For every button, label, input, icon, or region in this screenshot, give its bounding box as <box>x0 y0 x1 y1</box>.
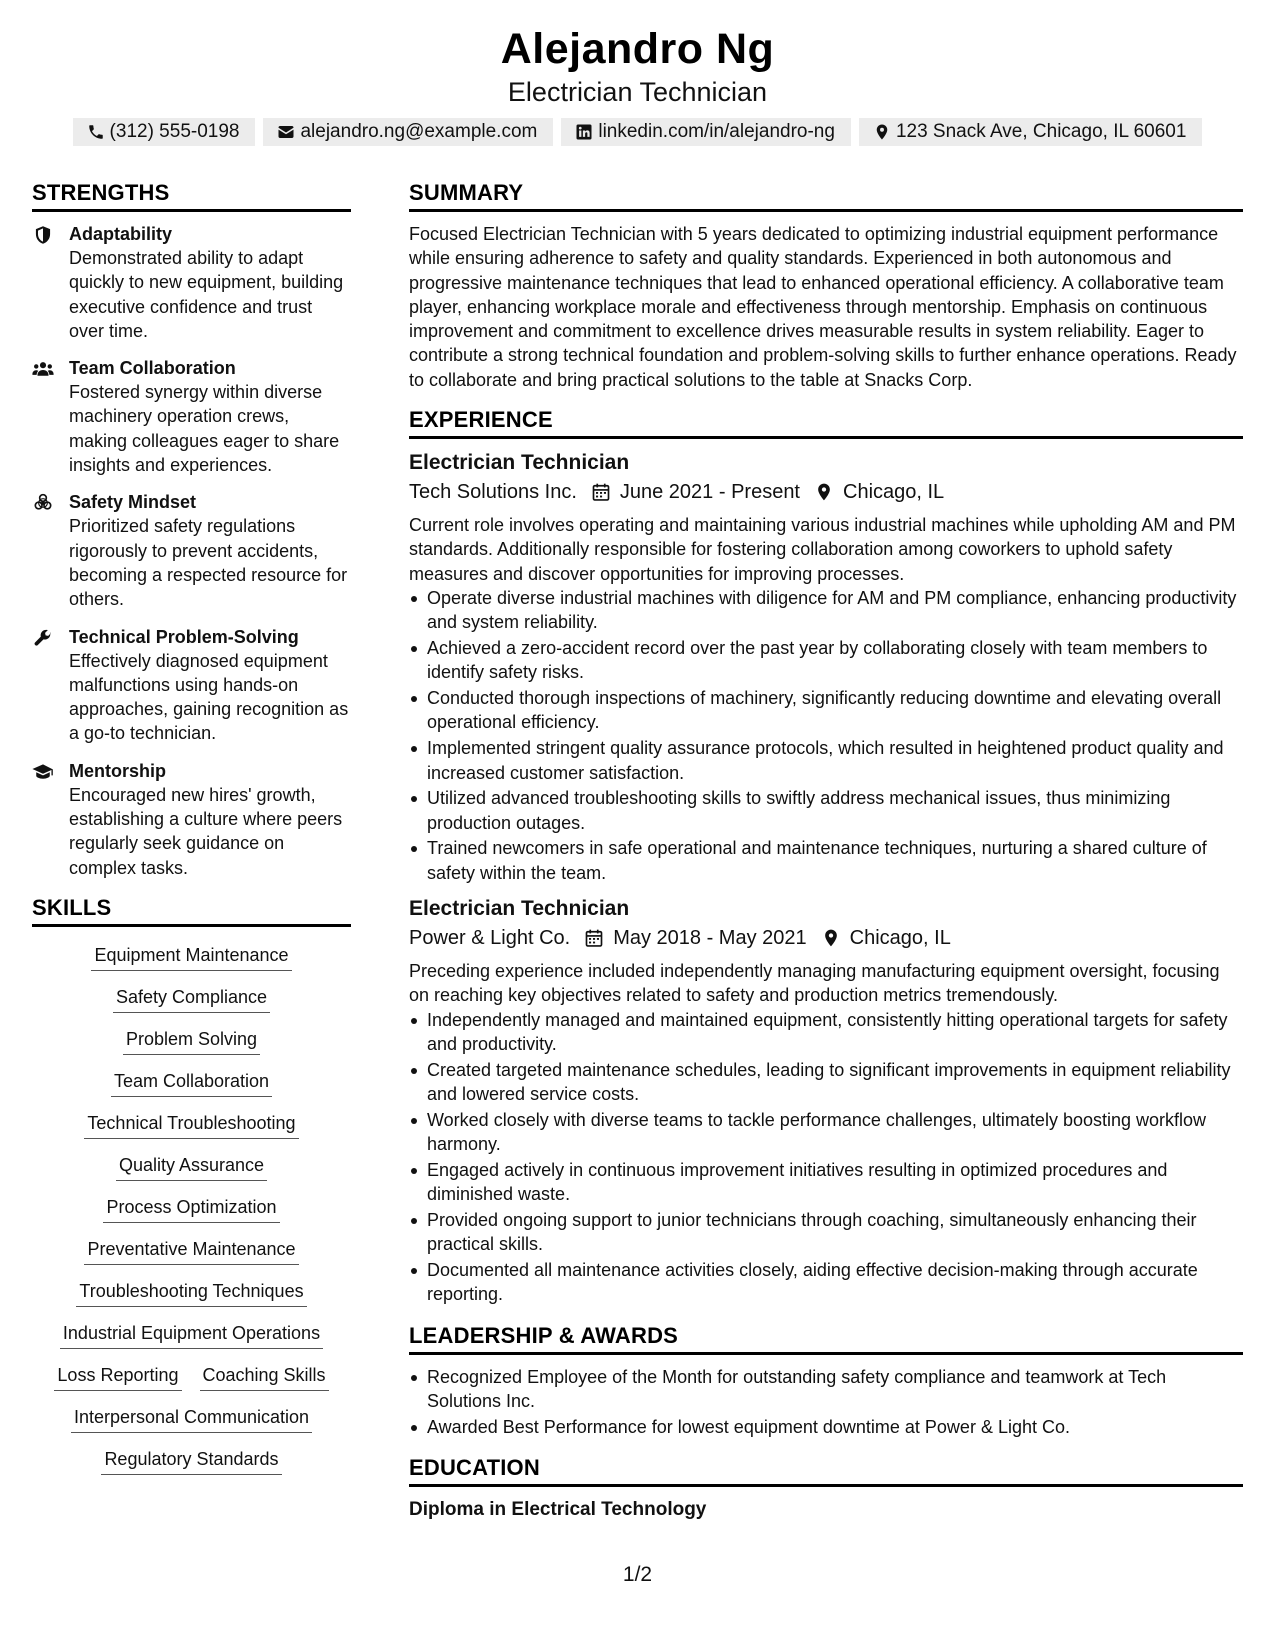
page-indicator: 1/2 <box>622 1563 653 1586</box>
phone-icon <box>87 123 105 141</box>
strength-description: Prioritized safety regulations rigorously to prevent accidents, becoming a respected resource for others. <box>69 516 348 610</box>
job-company: Power & Light Co. <box>409 927 571 950</box>
shield-icon <box>32 222 69 343</box>
job-location: Chicago, IL <box>849 927 951 950</box>
awards-list <box>409 1365 1243 1439</box>
contact-bar <box>0 118 1275 146</box>
skill-tag: Interpersonal Communication <box>71 1405 312 1433</box>
strength-title: Safety Mindset <box>69 492 197 513</box>
skill-tag: Quality Assurance <box>116 1153 267 1181</box>
job-bullets <box>409 1008 1243 1307</box>
strength-item <box>32 759 351 880</box>
map-pin-icon <box>807 928 850 948</box>
list-item: Trained newcomers in safe operational and maintenance techniques, nurturing a shared culture of safety within the team. <box>409 836 1243 885</box>
wrench-icon <box>32 625 69 746</box>
job-meta <box>409 477 1243 507</box>
graduation-cap-icon <box>32 759 69 880</box>
job-entry <box>409 895 1243 1307</box>
candidate-title: Electrician Technician <box>507 77 768 107</box>
skill-tag: Troubleshooting Techniques <box>76 1279 306 1307</box>
strength-title: Team Collaboration <box>69 358 236 379</box>
skill-tag: Coaching Skills <box>200 1363 329 1391</box>
job-location: Chicago, IL <box>843 481 945 504</box>
right-column <box>409 178 1243 1523</box>
email-text: alejandro.ng@example.com <box>300 121 538 142</box>
calendar-icon <box>577 482 620 502</box>
contact-linkedin[interactable] <box>561 118 851 146</box>
list-item: Awarded Best Performance for lowest equipment downtime at Power & Light Co. <box>409 1415 1243 1439</box>
list-item: Created targeted maintenance schedules, leading to significant improvements in equipment reliability and lowered service costs. <box>409 1058 1243 1107</box>
contact-phone[interactable] <box>73 118 256 146</box>
users-icon <box>32 356 69 477</box>
skill-tag: Regulatory Standards <box>101 1447 281 1475</box>
biohazard-icon <box>32 490 69 611</box>
list-item: Documented all maintenance activities closely, aiding effective decision-making through accurate reporting. <box>409 1258 1243 1307</box>
experience-heading: EXPERIENCE <box>409 405 1243 439</box>
summary-text: Focused Electrician Technician with 5 years dedicated to optimizing industrial equipment performance while ensuring adherence to safety and quality standards. Experienced in both autonomous and progressive maintenance techniques that lead to enhanced operational efficiency. A collaborative team player, enhancing workplace morale and effectiveness through mentorship. Emphasis on continuous improvement and commitment to excellence drives measurable results in system reliability. Eager to contribute a strong technical foundation and problem-solving skills to further enhance operations. Ready to collaborate and bring practical solutions to the table at Snacks Corp. <box>409 224 1237 390</box>
skill-tag: Loss Reporting <box>54 1363 181 1391</box>
job-company: Tech Solutions Inc. <box>409 481 577 504</box>
strength-description: Effectively diagnosed equipment malfunctions using hands-on approaches, gaining recognition as a go-to technician. <box>69 650 349 744</box>
job-meta <box>409 923 1243 953</box>
linkedin-icon <box>575 123 593 141</box>
list-item: Utilized advanced troubleshooting skills to swiftly address mechanical issues, thus minimizing production outages. <box>409 786 1243 835</box>
linkedin-text: linkedin.com/in/alejandro-ng <box>598 121 835 142</box>
candidate-name: Alejandro Ng <box>500 25 775 73</box>
list-item: Conducted thorough inspections of machinery, significantly reducing downtime and elevating overall operational efficiency. <box>409 686 1243 735</box>
envelope-icon <box>277 123 295 141</box>
job-dates: May 2018 - May 2021 <box>613 927 807 950</box>
summary-heading: SUMMARY <box>409 178 1243 212</box>
map-pin-icon <box>873 123 891 141</box>
list-item: Achieved a zero-accident record over the past year by collaborating closely with team members to identify safety risks. <box>409 636 1243 685</box>
job-dates: June 2021 - Present <box>619 481 800 504</box>
skill-tag: Industrial Equipment Operations <box>60 1321 323 1349</box>
job-entry <box>409 449 1243 885</box>
calendar-icon <box>570 928 613 948</box>
strength-item <box>32 625 351 746</box>
skills-list <box>32 939 351 1489</box>
strength-description: Fostered synergy within diverse machinery operation crews, making colleagues eager to share insights and experiences. <box>69 382 340 476</box>
job-title: Electrician Technician <box>409 897 630 921</box>
strength-title: Mentorship <box>69 760 166 781</box>
list-item: Provided ongoing support to junior technicians through coaching, simultaneously enhancing their practical skills. <box>409 1208 1243 1257</box>
address-text: 123 Snack Ave, Chicago, IL 60601 <box>895 121 1187 142</box>
skill-tag: Process Optimization <box>103 1195 279 1223</box>
education-degree: Diploma in Electrical Technology <box>409 1499 707 1521</box>
list-item: Recognized Employee of the Month for outstanding safety compliance and teamwork at Tech Solutions Inc. <box>409 1365 1243 1414</box>
contact-address[interactable] <box>859 118 1203 146</box>
strength-item <box>32 490 351 611</box>
strength-title: Technical Problem-Solving <box>69 626 299 647</box>
job-description: Preceding experience included independently managing manufacturing equipment oversight, focusing on reaching key objectives related to safety and production metrics tremendously. <box>409 961 1220 1006</box>
skill-tag: Problem Solving <box>123 1027 260 1055</box>
left-column <box>32 178 351 1489</box>
list-item: Engaged actively in continuous improvement initiatives resulting in optimized procedures and diminished waste. <box>409 1158 1243 1207</box>
skill-tag: Technical Troubleshooting <box>84 1111 298 1139</box>
strength-description: Encouraged new hires' growth, establishing a culture where peers regularly seek guidance on complex tasks. <box>69 784 343 878</box>
education-heading: EDUCATION <box>409 1453 1243 1487</box>
map-pin-icon <box>800 482 843 502</box>
job-title: Electrician Technician <box>409 451 630 475</box>
awards-heading: LEADERSHIP & AWARDS <box>409 1321 1243 1355</box>
skill-tag: Preventative Maintenance <box>84 1237 298 1265</box>
skills-heading: SKILLS <box>32 893 351 927</box>
strengths-heading: STRENGTHS <box>32 178 351 212</box>
resume-header <box>0 24 1275 146</box>
list-item: Independently managed and maintained equipment, consistently hitting operational targets for safety and productivity. <box>409 1008 1243 1057</box>
list-item: Implemented stringent quality assurance protocols, which resulted in heightened product quality and increased customer satisfaction. <box>409 736 1243 785</box>
skill-tag: Equipment Maintenance <box>91 943 291 971</box>
strength-title: Adaptability <box>69 224 173 244</box>
list-item: Worked closely with diverse teams to tackle performance challenges, ultimately boosting workflow harmony. <box>409 1108 1243 1157</box>
contact-email[interactable] <box>263 118 553 146</box>
phone-text: (312) 555-0198 <box>109 121 240 142</box>
strength-item <box>32 356 351 477</box>
skill-tag: Safety Compliance <box>113 985 270 1013</box>
strength-item <box>32 222 351 343</box>
skill-tag: Team Collaboration <box>111 1069 272 1097</box>
strength-description: Demonstrated ability to adapt quickly to new equipment, building executive confidence and trust over time. <box>69 248 344 341</box>
job-bullets <box>409 586 1243 885</box>
list-item: Operate diverse industrial machines with diligence for AM and PM compliance, enhancing productivity and system reliability. <box>409 586 1243 635</box>
job-description: Current role involves operating and maintaining various industrial machines while upholding AM and PM standards. Additionally responsible for fostering collaboration among coworkers to uphold safety measures and discover opportunities for improving processes. <box>409 515 1236 584</box>
